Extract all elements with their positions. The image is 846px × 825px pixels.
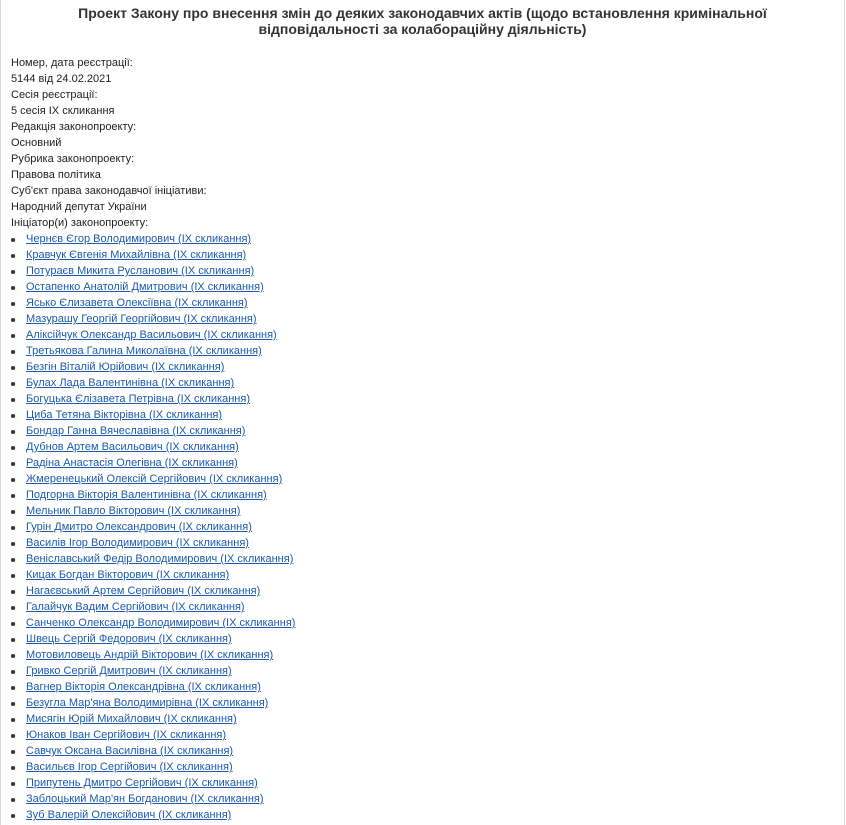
bullet-icon [11,558,15,562]
bullet-icon [11,254,15,258]
bullet-icon [11,574,15,578]
initiator-link[interactable]: Мазурашу Георгій Георгійович (IX скликання) [26,313,257,325]
field-value-registration: 5144 від 24.02.2021 [11,73,112,85]
bullet-icon [11,446,15,450]
list-item [26,471,844,487]
list-item [26,407,844,423]
initiator-link[interactable]: Чернєв Єгор Володимирович (IX скликання) [26,233,252,245]
bullet-icon [11,318,15,322]
bullet-icon [11,382,15,386]
list-item [26,551,844,567]
initiator-link[interactable]: Швець Сергій Федорович (IX скликання) [26,633,232,645]
initiator-link[interactable]: Радіна Анастасія Олегівна (IX скликання) [26,457,238,469]
list-item [26,727,844,743]
initiator-link[interactable]: Кравчук Євгенія Михайлівна (IX скликання) [26,249,247,261]
bullet-icon [11,334,15,338]
list-item [26,359,844,375]
initiator-link[interactable]: Бондар Ганна Вячеславівна (IX скликання) [26,425,246,437]
initiator-link[interactable]: Кицак Богдан Вікторович (IX скликання) [26,569,230,581]
initiator-link[interactable]: Третьякова Галина Миколаївна (IX скликання) [26,345,262,357]
list-item [26,647,844,663]
initiator-link[interactable]: Булах Лада Валентинівна (IX скликання) [26,377,235,389]
initiator-link[interactable]: Мисягін Юрій Михайлович (IX скликання) [26,713,237,725]
initiator-link[interactable]: Мельник Павло Вікторович (IX скликання) [26,505,241,517]
initiator-link[interactable]: Безугла Мар'яна Володимирівна (IX скликання) [26,697,269,709]
list-item [26,759,844,775]
bullet-icon [11,782,15,786]
initiators-list [11,231,844,823]
list-item [26,503,844,519]
field-value-session: 5 сесія IX скликання [11,105,115,117]
list-item [26,711,844,727]
bullet-icon [11,430,15,434]
bullet-icon [11,670,15,674]
initiator-link[interactable]: Веніславський Федір Володимирович (IX скликання) [26,553,294,565]
bill-info [1,55,844,823]
bullet-icon [11,798,15,802]
bullet-icon [11,734,15,738]
bullet-icon [11,606,15,610]
bullet-icon [11,542,15,546]
bullet-icon [11,270,15,274]
list-item [26,567,844,583]
bullet-icon [11,238,15,242]
initiator-link[interactable]: Зуб Валерій Олексійович (IX скликання) [26,809,232,821]
list-item [26,583,844,599]
list-item [26,791,844,807]
bullet-icon [11,302,15,306]
list-item [26,327,844,343]
initiator-link[interactable]: Заблоцький Мар'ян Богданович (IX скликання) [26,793,264,805]
list-item [26,375,844,391]
initiator-link[interactable]: Савчук Оксана Василівна (IX скликання) [26,745,234,757]
bullet-icon [11,350,15,354]
list-item [26,807,844,823]
initiator-link[interactable]: Припутень Дмитро Сергійович (IX скликання) [26,777,258,789]
bullet-icon [11,750,15,754]
list-item [26,391,844,407]
initiator-link[interactable]: Дубнов Артем Васильович (IX скликання) [26,441,239,453]
list-item [26,423,844,439]
bullet-icon [11,414,15,418]
bullet-icon [11,638,15,642]
bullet-icon [11,766,15,770]
bullet-icon [11,510,15,514]
list-item [26,487,844,503]
bullet-icon [11,814,15,818]
bullet-icon [11,590,15,594]
initiators-label: Ініціатор(и) законопроекту: [11,217,149,229]
initiator-link[interactable]: Жмеренецький Олексій Сергійович (IX скликання) [26,473,283,485]
initiator-link[interactable]: Ясько Єлизавета Олексіївна (IX скликання) [26,297,248,309]
list-item [26,599,844,615]
field-value-edition: Основний [11,137,62,149]
bullet-icon [11,526,15,530]
field-label-edition: Редакція законопроекту: [11,121,137,133]
initiator-link[interactable]: Василів Ігор Володимирович (IX скликання) [26,537,249,549]
bullet-icon [11,478,15,482]
bullet-icon [11,622,15,626]
initiator-link[interactable]: Безгін Віталій Юрійович (IX скликання) [26,361,225,373]
bullet-icon [11,494,15,498]
list-item [26,343,844,359]
bullet-icon [11,718,15,722]
list-item [26,535,844,551]
list-item [26,679,844,695]
initiator-link[interactable]: Циба Тетяна Вікторівна (IX скликання) [26,409,223,421]
bullet-icon [11,702,15,706]
list-item [26,231,844,247]
field-label-rubric: Рубрика законопроекту: [11,153,135,165]
list-item [26,519,844,535]
list-item [26,439,844,455]
list-item [26,615,844,631]
initiator-link[interactable]: Гривко Сергій Дмитрович (IX скликання) [26,665,232,677]
initiator-link[interactable]: Остапенко Анатолій Дмитрович (IX скликання) [26,281,264,293]
initiator-link[interactable]: Гурін Дмитро Олександрович (IX скликання) [26,521,252,533]
initiator-link[interactable]: Юнаков Іван Сергійович (IX скликання) [26,729,227,741]
field-label-subject: Суб'єкт права законодавчої ініціативи: [11,185,207,197]
list-item [26,263,844,279]
list-item [26,775,844,791]
field-value-rubric: Правова політика [11,169,101,181]
bullet-icon [11,654,15,658]
list-item [26,247,844,263]
initiator-link[interactable]: Богуцька Єлізавета Петрівна (IX скликання) [26,393,251,405]
initiator-link[interactable]: Мотовиловець Андрій Вікторович (IX скликання) [26,649,274,661]
bullet-icon [11,398,15,402]
bullet-icon [11,366,15,370]
initiator-link[interactable]: Аліксійчук Олександр Васильович (IX скликання) [26,329,277,341]
list-item [26,631,844,647]
initiator-link[interactable]: Галайчук Вадим Сергійович (IX скликання) [26,601,245,613]
initiator-link[interactable]: Подгорна Вікторія Валентинівна (IX скликання) [26,489,267,501]
list-item [26,695,844,711]
list-item [26,743,844,759]
initiator-link[interactable]: Нагаєвський Артем Сергійович (IX скликання) [26,585,261,597]
bullet-icon [11,686,15,690]
page-title: Проект Закону про внесення змін до деяких законодавчих актів (щодо встановлення кримінальної відповідальності за колабораційну діяльність) [78,5,767,37]
initiator-link[interactable]: Вагнер Вікторія Олександрівна (IX скликання) [26,681,261,693]
field-label-registration: Номер, дата реєстрації: [11,57,133,69]
field-label-session: Сесія реєстрації: [11,89,98,101]
bullet-icon [11,462,15,466]
initiator-link[interactable]: Потураєв Микита Русланович (IX скликання) [26,265,255,277]
initiator-link[interactable]: Санченко Олександр Володимирович (IX скликання) [26,617,296,629]
field-value-subject: Народний депутат України [11,201,147,213]
list-item [26,311,844,327]
initiator-link[interactable]: Васильєв Ігор Сергійович (IX скликання) [26,761,233,773]
list-item [26,279,844,295]
bullet-icon [11,286,15,290]
list-item [26,295,844,311]
list-item [26,455,844,471]
list-item [26,663,844,679]
